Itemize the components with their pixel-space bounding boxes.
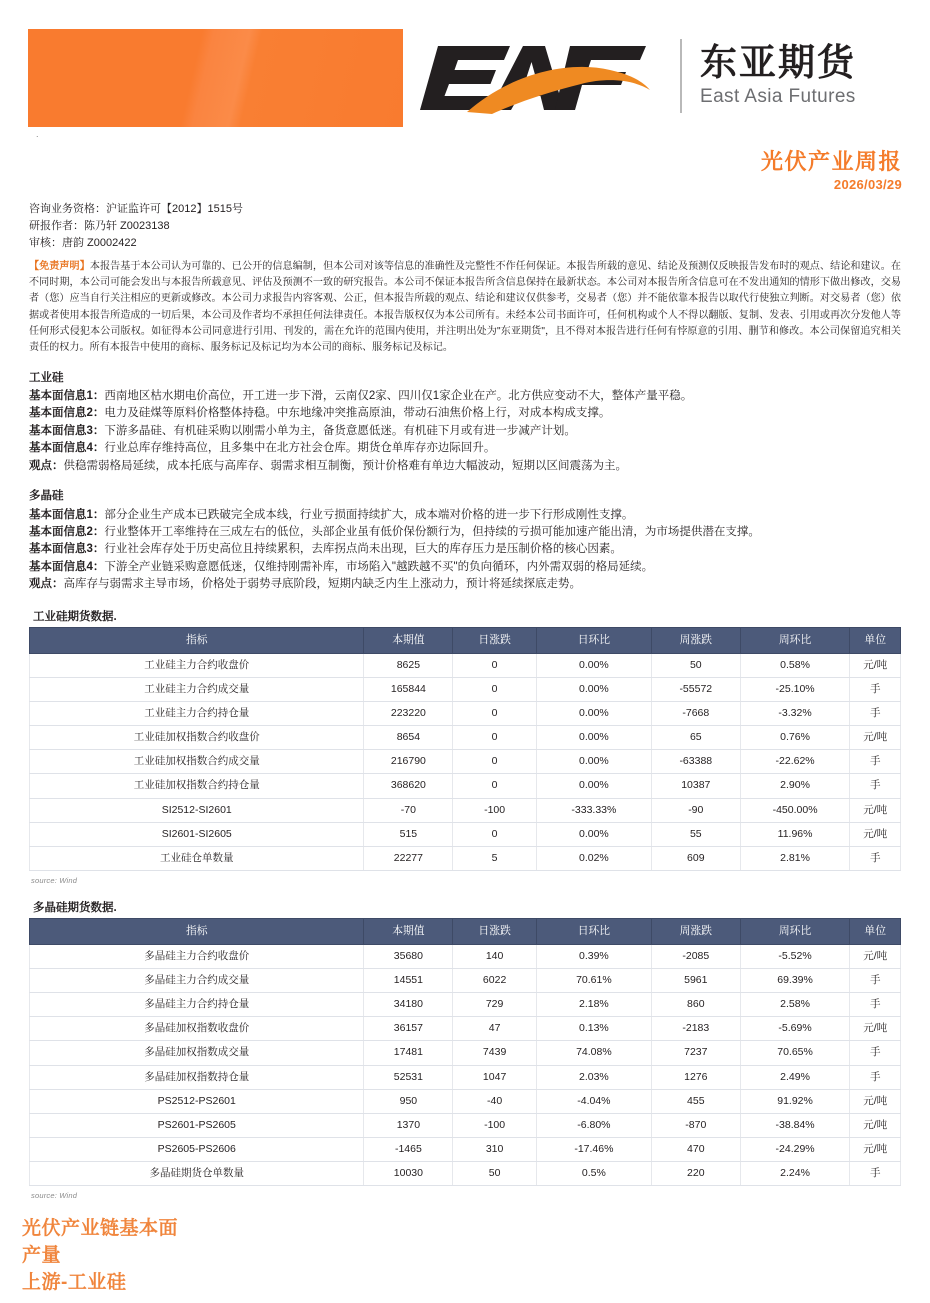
cell-day-pct: 0.02% xyxy=(536,846,651,870)
cell-indicator: 工业硅主力合约成交量 xyxy=(30,677,364,701)
cell-week-pct: 2.81% xyxy=(740,846,850,870)
cell-week-pct: -38.84% xyxy=(740,1113,850,1137)
disclaimer-body: 本报告基于本公司认为可靠的、已公开的信息编制，但本公司对该等信息的准确性及完整性不作任何保证。本报告所载的意见、结论及预测仅反映报告发布时的观点、结论和建议。在不同时期，本公司可能会发出与本报告所载意见、评估及预测不一致的研究报告。本公司不保证本报告所含信息保持在最新状态。本公司对本报告所含信息可在不发出通知的情形下做出修改，交易者（您）应当自行关注相应的更新或修改。本公司力求报告内容客观、公正，但本报告所载的观点、结论和建议仅供参考，交易者（您）并不能依靠本报告以取代行使独立判断。对交易者（您）依据或者使用本报告所造成的一切后果，本公司及作者均不承担任何法律责任。本报告版权仅为本公司所有。未经本公司书面许可，任何机构或个人不得以翻版、复制、发表、引用或再次分发他人等任何形式侵犯本公司版权。如征得本公司同意进行引用、刊发的，需在允许的范围内使用，并注明出处为"东亚期货"，且不得对本报告进行任何有悖原意的引用、删节和修改。本公司保留追究相关责任的权力。所有本报告中使用的商标、服务标记及标记均为本公司的商标、服务标记及标记。 xyxy=(29,260,901,354)
cell-indicator: PS2512-PS2601 xyxy=(30,1089,364,1113)
cell-week-change: -90 xyxy=(651,798,740,822)
futures-data-table xyxy=(29,627,901,871)
footer-heading-output: 产量 xyxy=(22,1245,62,1267)
table-header-row xyxy=(30,918,901,944)
cell-day-pct: 70.61% xyxy=(536,969,651,993)
col-header-unit: 单位 xyxy=(850,918,901,944)
cell-indicator: 多晶硅加权指数持仓量 xyxy=(30,1065,364,1089)
line-text: 部分企业生产成本已跌破完全成本线，行业亏损面持续扩大，成本端对价格的进一步下行形成刚性支撑。 xyxy=(104,508,634,521)
cell-day-pct: 2.18% xyxy=(536,993,651,1017)
cell-week-change: -63388 xyxy=(651,750,740,774)
cell-day-change: 140 xyxy=(453,944,537,968)
cell-week-change: 50 xyxy=(651,653,740,677)
cell-week-change: 220 xyxy=(651,1162,740,1186)
cell-day-pct: 0.00% xyxy=(536,653,651,677)
line-text: 西南地区枯水期电价高位，开工进一步下滑，云南仅2家、四川仅1家企业在产。北方供应变动不大，整体产量平稳。 xyxy=(104,389,693,402)
table-row xyxy=(30,969,901,993)
line-text: 高库存与弱需求主导市场，价格处于弱势寻底阶段，短期内缺乏内生上涨动力，预计将延续探底走势。 xyxy=(63,578,581,591)
page-header xyxy=(0,0,930,140)
table-source: source: Wind xyxy=(31,1191,78,1201)
futures-data-table xyxy=(29,918,901,1186)
cell-current: 14551 xyxy=(364,969,453,993)
cell-day-pct: 0.00% xyxy=(536,677,651,701)
disclaimer-tag: 【免责声明】 xyxy=(29,260,90,272)
table-row xyxy=(30,1065,901,1089)
cell-unit: 手 xyxy=(850,677,901,701)
cell-unit: 手 xyxy=(850,969,901,993)
cell-unit: 手 xyxy=(850,750,901,774)
report-date: 2026/03/29 xyxy=(833,176,902,192)
cell-indicator: 多晶硅期货仓单数量 xyxy=(30,1162,364,1186)
line-text: 下游多晶硅、有机硅采购以刚需小单为主，备货意愿低迷。有机硅下月或有进一步减产计划。 xyxy=(104,424,576,437)
section-line xyxy=(29,458,901,475)
table-row xyxy=(30,944,901,968)
cell-week-pct: -5.69% xyxy=(740,1017,850,1041)
cell-indicator: 工业硅主力合约持仓量 xyxy=(30,702,364,726)
cell-day-pct: -6.80% xyxy=(536,1113,651,1137)
cell-week-change: 609 xyxy=(651,846,740,870)
cell-day-pct: 0.00% xyxy=(536,726,651,750)
col-header-unit: 单位 xyxy=(850,627,901,653)
col-header-day-change: 日涨跌 xyxy=(453,918,537,944)
section-line xyxy=(29,405,901,422)
section-line xyxy=(29,388,901,405)
table-row xyxy=(30,1162,901,1186)
section-line xyxy=(29,423,901,440)
table-polysilicon-futures xyxy=(29,899,901,1200)
cell-unit: 元/吨 xyxy=(850,653,901,677)
table-caption: 多晶硅期货数据. xyxy=(33,901,117,914)
cell-week-change: 1276 xyxy=(651,1065,740,1089)
cell-current: 8625 xyxy=(364,653,453,677)
section-heading: 多晶硅 xyxy=(29,490,64,503)
cell-current: 36157 xyxy=(364,1017,453,1041)
col-header-week-pct: 周环比 xyxy=(740,918,850,944)
cell-current: -1465 xyxy=(364,1137,453,1161)
cell-day-pct: 0.13% xyxy=(536,1017,651,1041)
cell-day-change: 0 xyxy=(453,702,537,726)
line-label: 基本面信息4： xyxy=(29,442,105,455)
company-name-en: East Asia Futures xyxy=(700,85,856,107)
cell-day-change: 0 xyxy=(453,653,537,677)
cell-indicator: PS2601-PS2605 xyxy=(30,1113,364,1137)
section-line xyxy=(29,576,901,593)
footer-heading-chain: 光伏产业链基本面 xyxy=(22,1218,179,1240)
cell-day-change: -100 xyxy=(453,798,537,822)
col-header-current: 本期值 xyxy=(364,627,453,653)
cell-day-pct: 0.39% xyxy=(536,944,651,968)
col-header-indicator: 指标 xyxy=(30,918,364,944)
cell-week-pct: 0.58% xyxy=(740,653,850,677)
col-header-week-change: 周涨跌 xyxy=(651,918,740,944)
disclaimer-paragraph xyxy=(29,259,901,357)
cell-day-change: 729 xyxy=(453,993,537,1017)
cell-indicator: 多晶硅主力合约持仓量 xyxy=(30,993,364,1017)
section-line xyxy=(29,559,901,576)
line-text: 供稳需弱格局延续，成本托底与高库存、弱需求相互制衡，预计价格难有单边大幅波动，短期以区间震荡为主。 xyxy=(63,459,627,472)
cell-week-change: 55 xyxy=(651,822,740,846)
col-header-day-pct: 日环比 xyxy=(536,918,651,944)
cell-day-pct: 0.00% xyxy=(536,822,651,846)
cell-current: 368620 xyxy=(364,774,453,798)
cell-week-pct: -25.10% xyxy=(740,677,850,701)
cell-unit: 元/吨 xyxy=(850,822,901,846)
logo-divider xyxy=(680,39,682,113)
cell-indicator: 多晶硅加权指数成交量 xyxy=(30,1041,364,1065)
section-line xyxy=(29,524,901,541)
decorative-dot: . xyxy=(36,129,39,139)
cell-week-change: -55572 xyxy=(651,677,740,701)
cell-current: 223220 xyxy=(364,702,453,726)
cell-indicator: 工业硅仓单数量 xyxy=(30,846,364,870)
cell-unit: 元/吨 xyxy=(850,1089,901,1113)
cell-day-change: 1047 xyxy=(453,1065,537,1089)
section-heading: 工业硅 xyxy=(29,371,64,384)
line-label: 观点： xyxy=(29,459,64,472)
col-header-week-change: 周涨跌 xyxy=(651,627,740,653)
cell-week-change: -870 xyxy=(651,1113,740,1137)
cell-current: 22277 xyxy=(364,846,453,870)
cell-day-change: 0 xyxy=(453,774,537,798)
cell-indicator: 多晶硅加权指数收盘价 xyxy=(30,1017,364,1041)
section-industrial-silicon xyxy=(29,370,901,476)
cell-week-change: 7237 xyxy=(651,1041,740,1065)
line-label: 基本面信息3： xyxy=(29,424,105,437)
col-header-current: 本期值 xyxy=(364,918,453,944)
cell-week-pct: 2.58% xyxy=(740,993,850,1017)
meta-author: 研报作者：陈乃轩 Z0023138 xyxy=(29,219,170,232)
cell-unit: 元/吨 xyxy=(850,1137,901,1161)
cell-week-change: 470 xyxy=(651,1137,740,1161)
cell-current: 216790 xyxy=(364,750,453,774)
cell-day-pct: -333.33% xyxy=(536,798,651,822)
cell-week-pct: -24.29% xyxy=(740,1137,850,1161)
table-row xyxy=(30,846,901,870)
cell-day-pct: -4.04% xyxy=(536,1089,651,1113)
line-text: 电力及硅煤等原料价格整体持稳。中东地缘冲突推高原油，带动石油焦价格上行，对成本构成支撑。 xyxy=(104,407,611,420)
cell-week-pct: 2.90% xyxy=(740,774,850,798)
col-header-indicator: 指标 xyxy=(30,627,364,653)
cell-indicator: 多晶硅主力合约成交量 xyxy=(30,969,364,993)
cell-week-pct: -5.52% xyxy=(740,944,850,968)
cell-unit: 手 xyxy=(850,1065,901,1089)
cell-unit: 元/吨 xyxy=(850,1017,901,1041)
cell-day-change: -100 xyxy=(453,1113,537,1137)
table-industrial-silicon-futures xyxy=(29,608,901,885)
cell-day-change: 310 xyxy=(453,1137,537,1161)
cell-current: -70 xyxy=(364,798,453,822)
eaf-logo-icon xyxy=(418,30,676,122)
line-text: 行业整体开工率维持在三成左右的低位，头部企业虽有低价保份额行为，但持续的亏损可能加速产能出清，为市场提供潜在支撑。 xyxy=(104,526,760,539)
cell-unit: 手 xyxy=(850,702,901,726)
cell-day-change: 0 xyxy=(453,677,537,701)
cell-current: 515 xyxy=(364,822,453,846)
cell-current: 950 xyxy=(364,1089,453,1113)
cell-week-pct: 11.96% xyxy=(740,822,850,846)
col-header-day-change: 日涨跌 xyxy=(453,627,537,653)
line-text: 行业社会库存处于历史高位且持续累积，去库拐点尚未出现，巨大的库存压力是压制价格的核心因素。 xyxy=(104,543,622,556)
table-source: source: Wind xyxy=(31,875,78,885)
cell-current: 1370 xyxy=(364,1113,453,1137)
section-polysilicon xyxy=(29,488,901,594)
cell-week-pct: -22.62% xyxy=(740,750,850,774)
line-label: 基本面信息2： xyxy=(29,407,105,420)
table-row xyxy=(30,702,901,726)
cell-week-change: 10387 xyxy=(651,774,740,798)
cell-week-change: 455 xyxy=(651,1089,740,1113)
cell-week-pct: 2.49% xyxy=(740,1065,850,1089)
line-label: 基本面信息1： xyxy=(29,389,105,402)
cell-indicator: 工业硅加权指数合约收盘价 xyxy=(30,726,364,750)
table-row xyxy=(30,750,901,774)
report-title-block xyxy=(0,148,930,192)
cell-current: 34180 xyxy=(364,993,453,1017)
cell-current: 10030 xyxy=(364,1162,453,1186)
cell-indicator: PS2605-PS2606 xyxy=(30,1137,364,1161)
cell-unit: 手 xyxy=(850,1162,901,1186)
table-row xyxy=(30,1137,901,1161)
table-row xyxy=(30,653,901,677)
cell-current: 8654 xyxy=(364,726,453,750)
cell-indicator: 工业硅加权指数合约持仓量 xyxy=(30,774,364,798)
section-line xyxy=(29,440,901,457)
cell-indicator: 工业硅加权指数合约成交量 xyxy=(30,750,364,774)
cell-week-change: -2183 xyxy=(651,1017,740,1041)
table-row xyxy=(30,677,901,701)
cell-day-change: -40 xyxy=(453,1089,537,1113)
cell-unit: 元/吨 xyxy=(850,944,901,968)
meta-reviewer: 审核：唐韵 Z0002422 xyxy=(29,236,137,249)
cell-week-change: 5961 xyxy=(651,969,740,993)
table-row xyxy=(30,798,901,822)
table-row xyxy=(30,1041,901,1065)
col-header-week-pct: 周环比 xyxy=(740,627,850,653)
cell-unit: 元/吨 xyxy=(850,726,901,750)
footer-headings xyxy=(22,1216,930,1297)
cell-week-pct: -450.00% xyxy=(740,798,850,822)
cell-week-change: 65 xyxy=(651,726,740,750)
line-label: 基本面信息4： xyxy=(29,560,105,573)
cell-current: 165844 xyxy=(364,677,453,701)
cell-day-change: 7439 xyxy=(453,1041,537,1065)
col-header-day-pct: 日环比 xyxy=(536,627,651,653)
table-header-row xyxy=(30,627,901,653)
cell-day-pct: 74.08% xyxy=(536,1041,651,1065)
section-line xyxy=(29,507,901,524)
cell-current: 52531 xyxy=(364,1065,453,1089)
table-row xyxy=(30,726,901,750)
cell-current: 17481 xyxy=(364,1041,453,1065)
cell-unit: 元/吨 xyxy=(850,798,901,822)
cell-day-pct: 0.5% xyxy=(536,1162,651,1186)
cell-day-change: 0 xyxy=(453,822,537,846)
cell-current: 35680 xyxy=(364,944,453,968)
cell-day-change: 47 xyxy=(453,1017,537,1041)
cell-indicator: 工业硅主力合约收盘价 xyxy=(30,653,364,677)
cell-unit: 手 xyxy=(850,993,901,1017)
cell-week-change: -2085 xyxy=(651,944,740,968)
cell-week-pct: 91.92% xyxy=(740,1089,850,1113)
cell-day-change: 50 xyxy=(453,1162,537,1186)
cell-indicator: SI2601-SI2605 xyxy=(30,822,364,846)
line-text: 下游全产业链采购意愿低迷，仅维持刚需补库，市场陷入"越跌越不买"的负向循环，内外需双弱的格局延续。 xyxy=(104,560,654,573)
table-caption: 工业硅期货数据. xyxy=(33,610,117,623)
orange-banner-block xyxy=(28,29,403,127)
company-logo xyxy=(418,26,856,126)
cell-week-pct: 70.65% xyxy=(740,1041,850,1065)
meta-qualification: 咨询业务资格：沪证监许可【2012】1515号 xyxy=(29,202,243,215)
line-text: 行业总库存维持高位，且多集中在北方社会仓库。期货仓单库存亦边际回升。 xyxy=(104,442,496,455)
report-meta xyxy=(29,201,930,252)
cell-day-change: 5 xyxy=(453,846,537,870)
line-label: 基本面信息1： xyxy=(29,508,105,521)
cell-day-pct: 2.03% xyxy=(536,1065,651,1089)
cell-unit: 元/吨 xyxy=(850,1113,901,1137)
cell-week-change: 860 xyxy=(651,993,740,1017)
table-row xyxy=(30,1089,901,1113)
cell-unit: 手 xyxy=(850,774,901,798)
cell-unit: 手 xyxy=(850,846,901,870)
page-title: 光伏产业周报 xyxy=(760,149,902,174)
cell-week-change: -7668 xyxy=(651,702,740,726)
cell-unit: 手 xyxy=(850,1041,901,1065)
table-row xyxy=(30,993,901,1017)
cell-day-pct: 0.00% xyxy=(536,774,651,798)
cell-week-pct: 2.24% xyxy=(740,1162,850,1186)
company-name-cn: 东亚期货 xyxy=(700,42,856,84)
table-row xyxy=(30,822,901,846)
cell-indicator: SI2512-SI2601 xyxy=(30,798,364,822)
cell-indicator: 多晶硅主力合约收盘价 xyxy=(30,944,364,968)
cell-week-pct: -3.32% xyxy=(740,702,850,726)
cell-day-change: 0 xyxy=(453,750,537,774)
line-label: 观点： xyxy=(29,578,64,591)
table-row xyxy=(30,1017,901,1041)
table-row xyxy=(30,1113,901,1137)
cell-week-pct: 0.76% xyxy=(740,726,850,750)
cell-day-pct: 0.00% xyxy=(536,750,651,774)
table-row xyxy=(30,774,901,798)
line-label: 基本面信息2： xyxy=(29,526,105,539)
footer-heading-upstream: 上游-工业硅 xyxy=(22,1272,127,1294)
cell-day-change: 6022 xyxy=(453,969,537,993)
line-label: 基本面信息3： xyxy=(29,543,105,556)
section-line xyxy=(29,541,901,558)
cell-day-pct: -17.46% xyxy=(536,1137,651,1161)
cell-day-change: 0 xyxy=(453,726,537,750)
cell-day-pct: 0.00% xyxy=(536,702,651,726)
cell-week-pct: 69.39% xyxy=(740,969,850,993)
